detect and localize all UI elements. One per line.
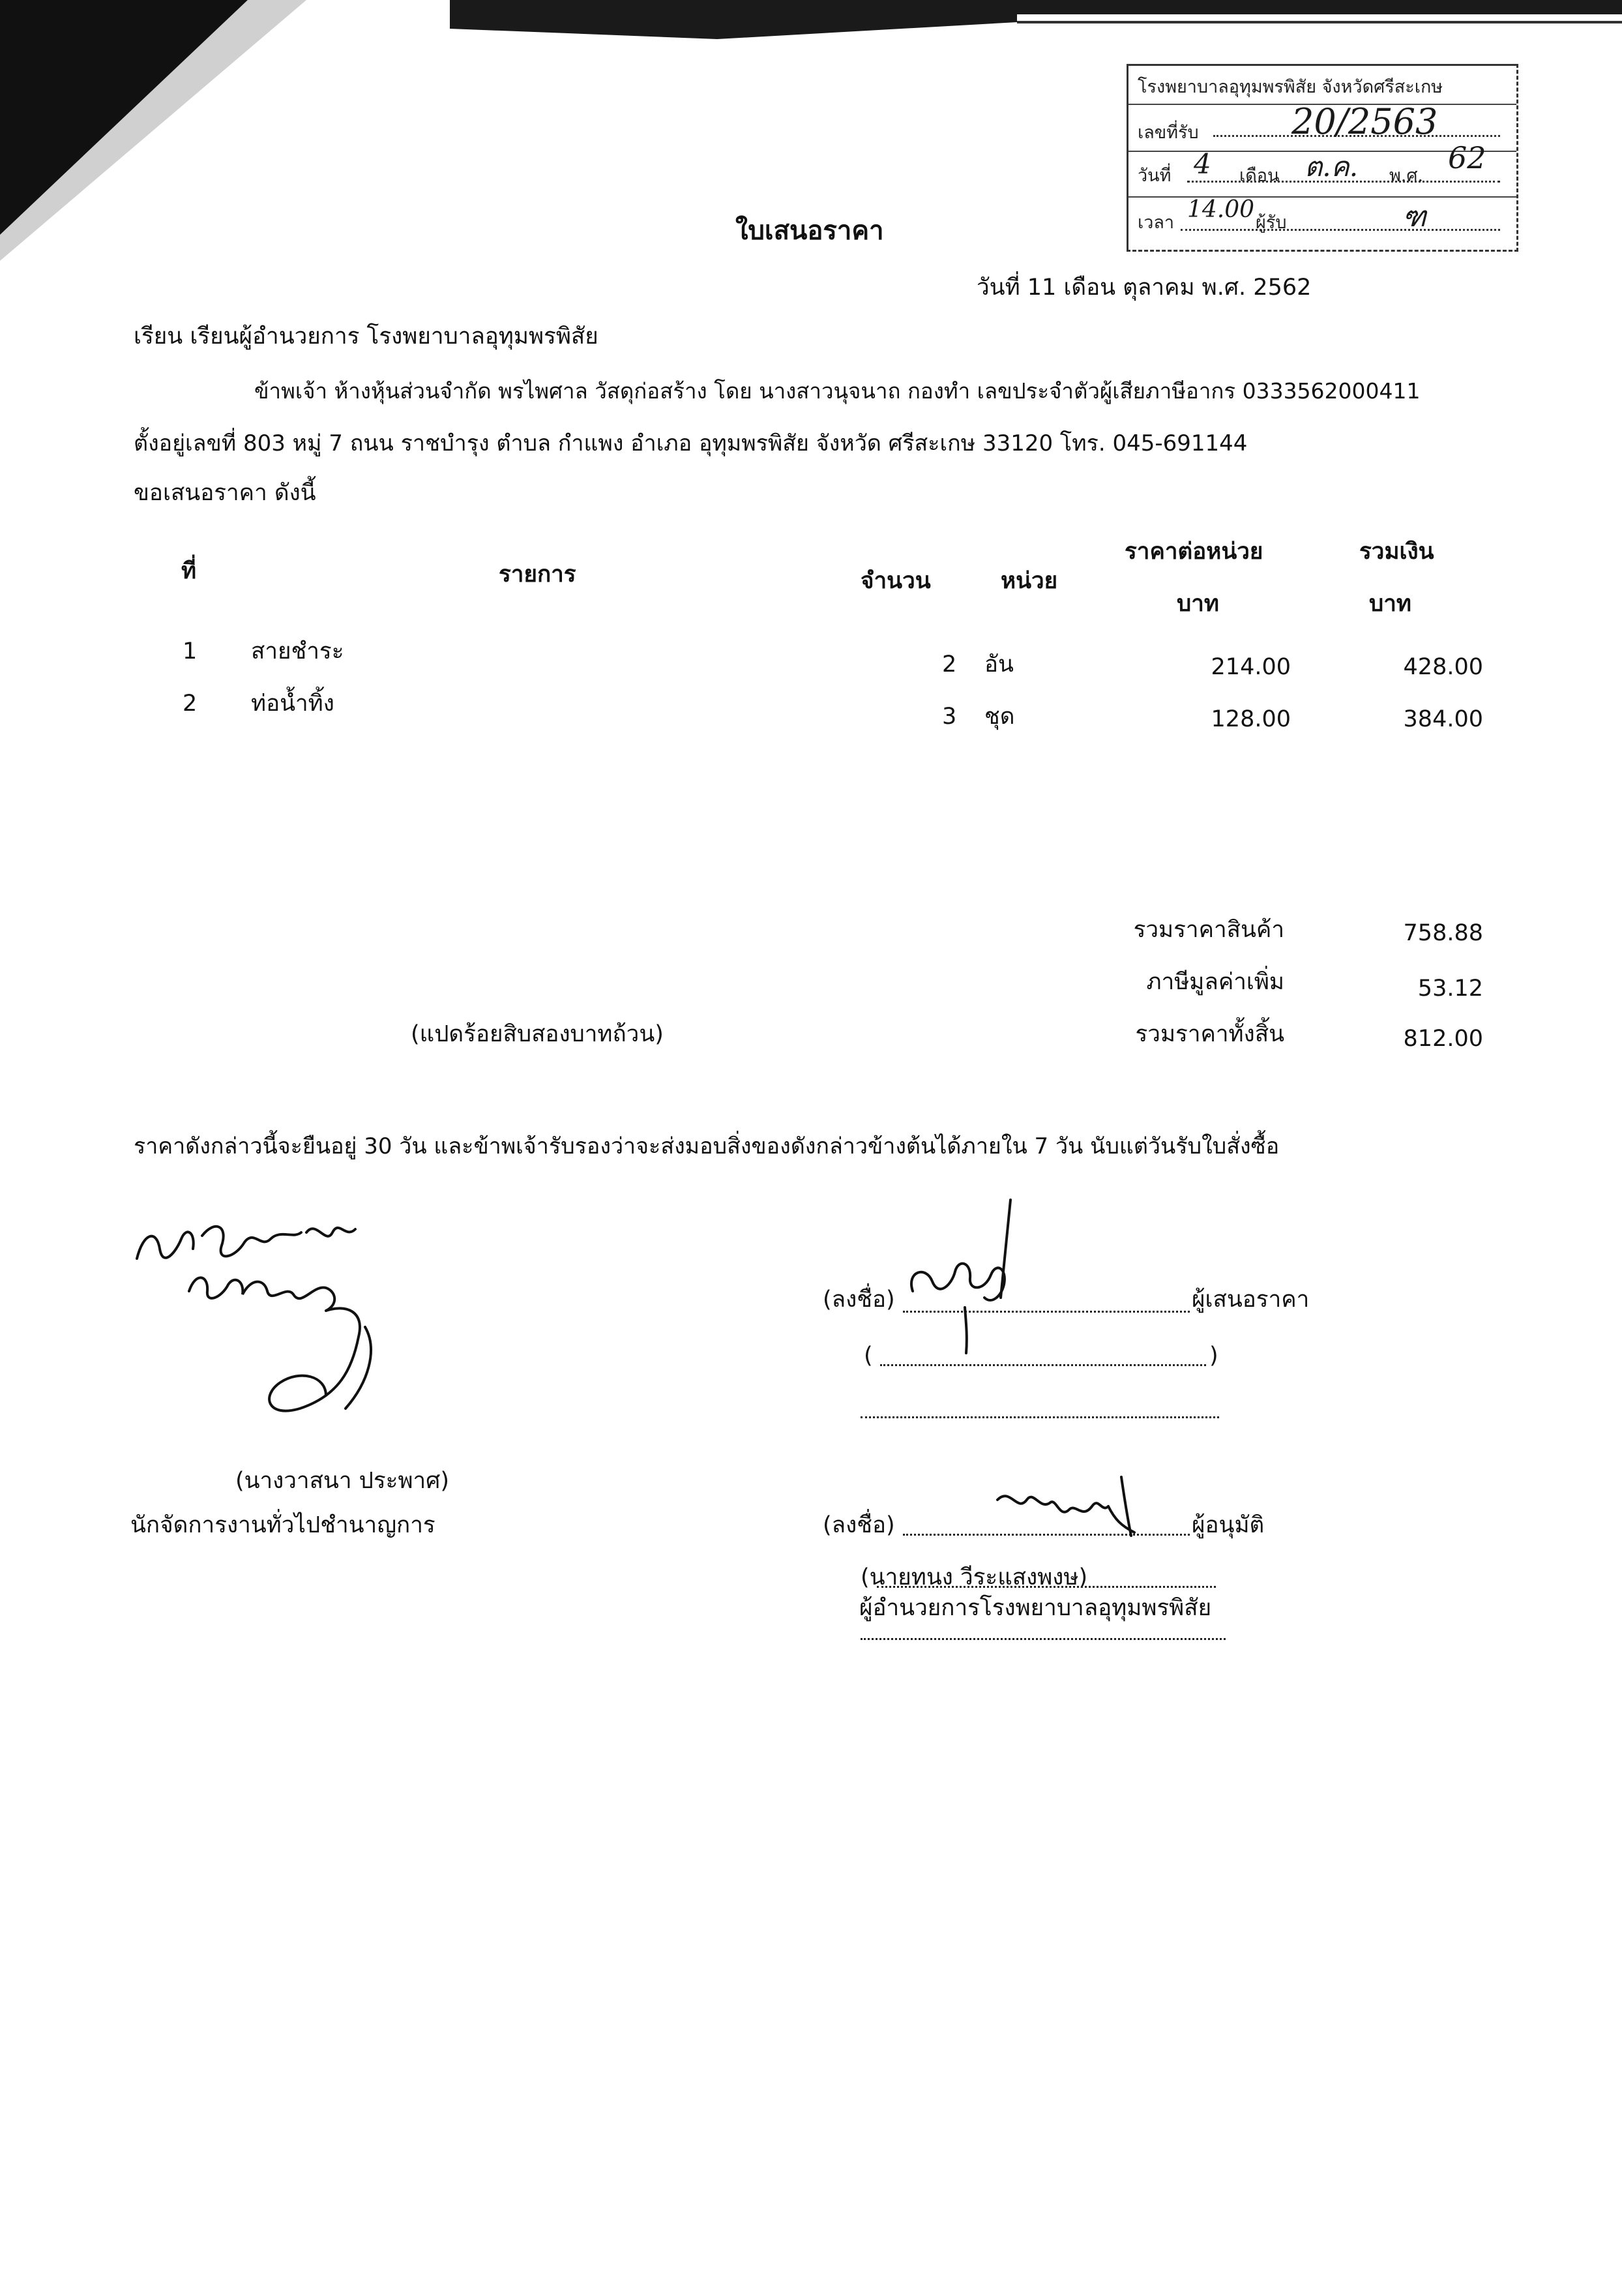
offerer-sign-label: (ลงชื่อ) — [823, 1287, 895, 1313]
row-unit-price: 214.00 — [1211, 654, 1291, 680]
document-title: ใบเสนอราคา — [735, 216, 884, 246]
subtotal-label: รวมราคาสินค้า — [1133, 917, 1284, 943]
stamp-month: ต.ค. — [1305, 151, 1359, 183]
offerer-paren-open: ( — [864, 1343, 873, 1369]
amount-in-words: (แปดร้อยสิบสองบาทถ้วน) — [411, 1021, 664, 1047]
approver-name: (นายทนง วีระแสงพงษ) — [861, 1564, 1088, 1590]
row-no: 2 — [183, 691, 198, 717]
row-unit: อัน — [984, 651, 1014, 678]
row-total: 384.00 — [1403, 706, 1483, 732]
offerer-signature — [893, 1193, 1050, 1363]
row-qty: 2 — [942, 651, 957, 678]
salutation: เรียน เรียนผู้อำนวยการ โรงพยาบาลอุทุมพรพิสัย — [134, 323, 598, 350]
row-no: 1 — [183, 638, 198, 664]
header-item: รายการ — [499, 561, 576, 588]
scan-shadow-topbar — [0, 0, 1622, 46]
stamp-receiver-label: ผู้รับ — [1256, 213, 1287, 233]
stamp-date-label: วันที่ — [1138, 166, 1172, 186]
stamp-day: 4 — [1194, 148, 1211, 180]
header-total-sub: บาท — [1369, 591, 1411, 617]
vat-label: ภาษีมูลค่าเพิ่ม — [1146, 969, 1284, 995]
stamp-receipt-no: 20/2563 — [1291, 101, 1438, 142]
stamp-time-label: เวลา — [1138, 213, 1175, 233]
stamp-time: 14.00 — [1187, 196, 1255, 223]
stamp-receipt-label: เลขที่รับ — [1138, 123, 1199, 143]
stamp-month-label: เดือน — [1239, 166, 1280, 186]
row-unit: ชุด — [984, 704, 1015, 730]
stamp-org: โรงพยาบาลอุทุมพรพิสัย จังหวัดศรีสะเกษ — [1138, 77, 1443, 97]
date-line: วันที่ 11 เดือน ตุลาคม พ.ศ. 2562 — [977, 275, 1312, 301]
approver-role: ผู้อนุมัติ — [1192, 1512, 1265, 1538]
stamp-receiver-initials: ฑ — [1402, 200, 1426, 233]
row-unit-price: 128.00 — [1211, 706, 1291, 732]
header-total: รวมเงิน — [1359, 539, 1434, 565]
header-qty: จำนวน — [861, 568, 931, 594]
header-unit-price: ราคาต่อหน่วย — [1125, 539, 1263, 565]
intro-line-3: ขอเสนอราคา ดังนี้ — [134, 480, 316, 506]
stamp-year-label: พ.ศ. — [1389, 166, 1424, 186]
approver-sign-label: (ลงชื่อ) — [823, 1512, 895, 1538]
subtotal-value: 758.88 — [1403, 920, 1483, 946]
intro-line-2: ตั้งอยู่เลขที่ 803 หมู่ 7 ถนน ราชบำรุง ตำบล กำแพง อำเภอ อุทุมพรพิสัย จังหวัด ศรีสะเกษ 33120 โทร. 045-691144 — [134, 430, 1248, 456]
approver-signature — [991, 1474, 1160, 1545]
row-qty: 3 — [942, 704, 957, 730]
row-item: สายชำระ — [251, 638, 344, 664]
offerer-paren-close: ) — [1209, 1343, 1218, 1369]
offerer-role: ผู้เสนอราคา — [1192, 1287, 1310, 1313]
grand-total-label: รวมราคาทั้งสิ้น — [1135, 1021, 1284, 1047]
header-unit-price-sub: บาท — [1177, 591, 1219, 617]
left-signer-position: นักจัดการงานทั่วไปชำนาญการ — [130, 1512, 435, 1538]
receipt-stamp — [1127, 64, 1518, 252]
header-unit: หน่วย — [1001, 568, 1058, 594]
vat-value: 53.12 — [1417, 976, 1483, 1002]
grand-total-value: 812.00 — [1403, 1026, 1483, 1052]
stamp-year: 62 — [1448, 140, 1486, 175]
left-signer-name: (นางวาสนา ประพาศ) — [235, 1468, 450, 1494]
row-item: ท่อน้ำทิ้ง — [251, 691, 334, 717]
row-total: 428.00 — [1403, 654, 1483, 680]
validity-note: ราคาดังกล่าวนี้จะยืนอยู่ 30 วัน และข้าพเจ้ารับรองว่าจะส่งมอบสิ่งของดังกล่าวข้างต้นได้ภายใน 7 วัน นับแต่วันรับใบสั่งซื้อ — [134, 1133, 1280, 1159]
approver-position: ผู้อำนวยการโรงพยาบาลอุทุมพรพิสัย — [859, 1595, 1212, 1621]
intro-line-1: ข้าพเจ้า ห้างหุ้นส่วนจำกัด พรไพศาล วัสดุก่อสร้าง โดย นางสาวนุจนาถ กองทำ เลขประจำตัวผู้เสียภาษีอากร 0333562000411 — [254, 378, 1421, 404]
header-no: ที่ — [181, 558, 197, 584]
handwritten-note-signature — [130, 1213, 404, 1454]
